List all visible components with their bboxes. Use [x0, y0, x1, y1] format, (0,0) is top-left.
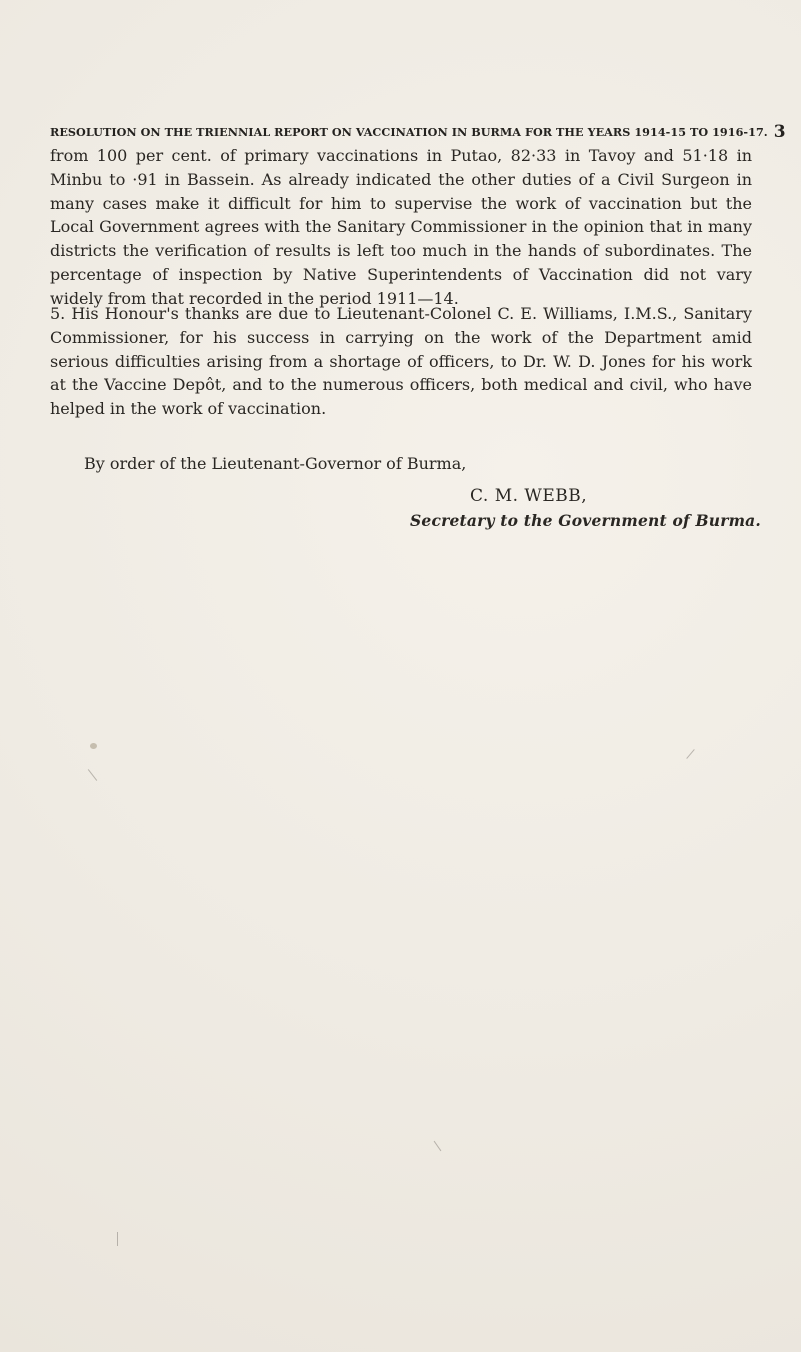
paper-blemish [90, 743, 97, 749]
paragraph-by-order: By order of the Lieutenant-Governor of Burma, [84, 454, 467, 473]
signatory-name: C. M. WEBB, [470, 486, 588, 506]
paper-scratch [117, 1232, 118, 1246]
page-number: 3 [773, 122, 786, 142]
running-title: RESOLUTION ON THE TRIENNIAL REPORT ON VACCINATION IN BURMA FOR THE YEARS 1914-15 TO 1916-17. [50, 125, 768, 139]
paper-scratch [88, 769, 97, 781]
paragraph-5-acknowledgements: 5. His Honour's thanks are due to Lieutenant-Colonel C. E. Williams, I.M.S., Sanitary Commissioner, for his success in carrying on the work of the Department amid serious difficulties arising from a shortage of officers, to Dr. W. D. Jones for his work at the Vaccine Depôt, and to the numerous officers, both medical and civil, who have helped in the work of vaccination. [50, 304, 752, 419]
running-header [50, 122, 786, 142]
paragraph-continuation: from 100 per cent. of primary vaccinations in Putao, 82·33 in Tavoy and 51·18 in Minbu to ·91 in Bassein. As already indicated the other duties of a Civil Surgeon in many cases make it difficult for him to supervise the work of vaccination but the Local Government agrees with the Sanitary Commissioner in the opinion that in many districts the verification of results is left too much in the hands of subordinates. The percentage of inspection by Native Superintendents of Vaccination did not vary widely from that recorded in the period 1911—14. [50, 146, 752, 308]
paper-scratch [686, 749, 694, 759]
paper-scratch [434, 1141, 442, 1151]
signatory-designation: Secretary to the Government of Burma. [410, 511, 762, 530]
